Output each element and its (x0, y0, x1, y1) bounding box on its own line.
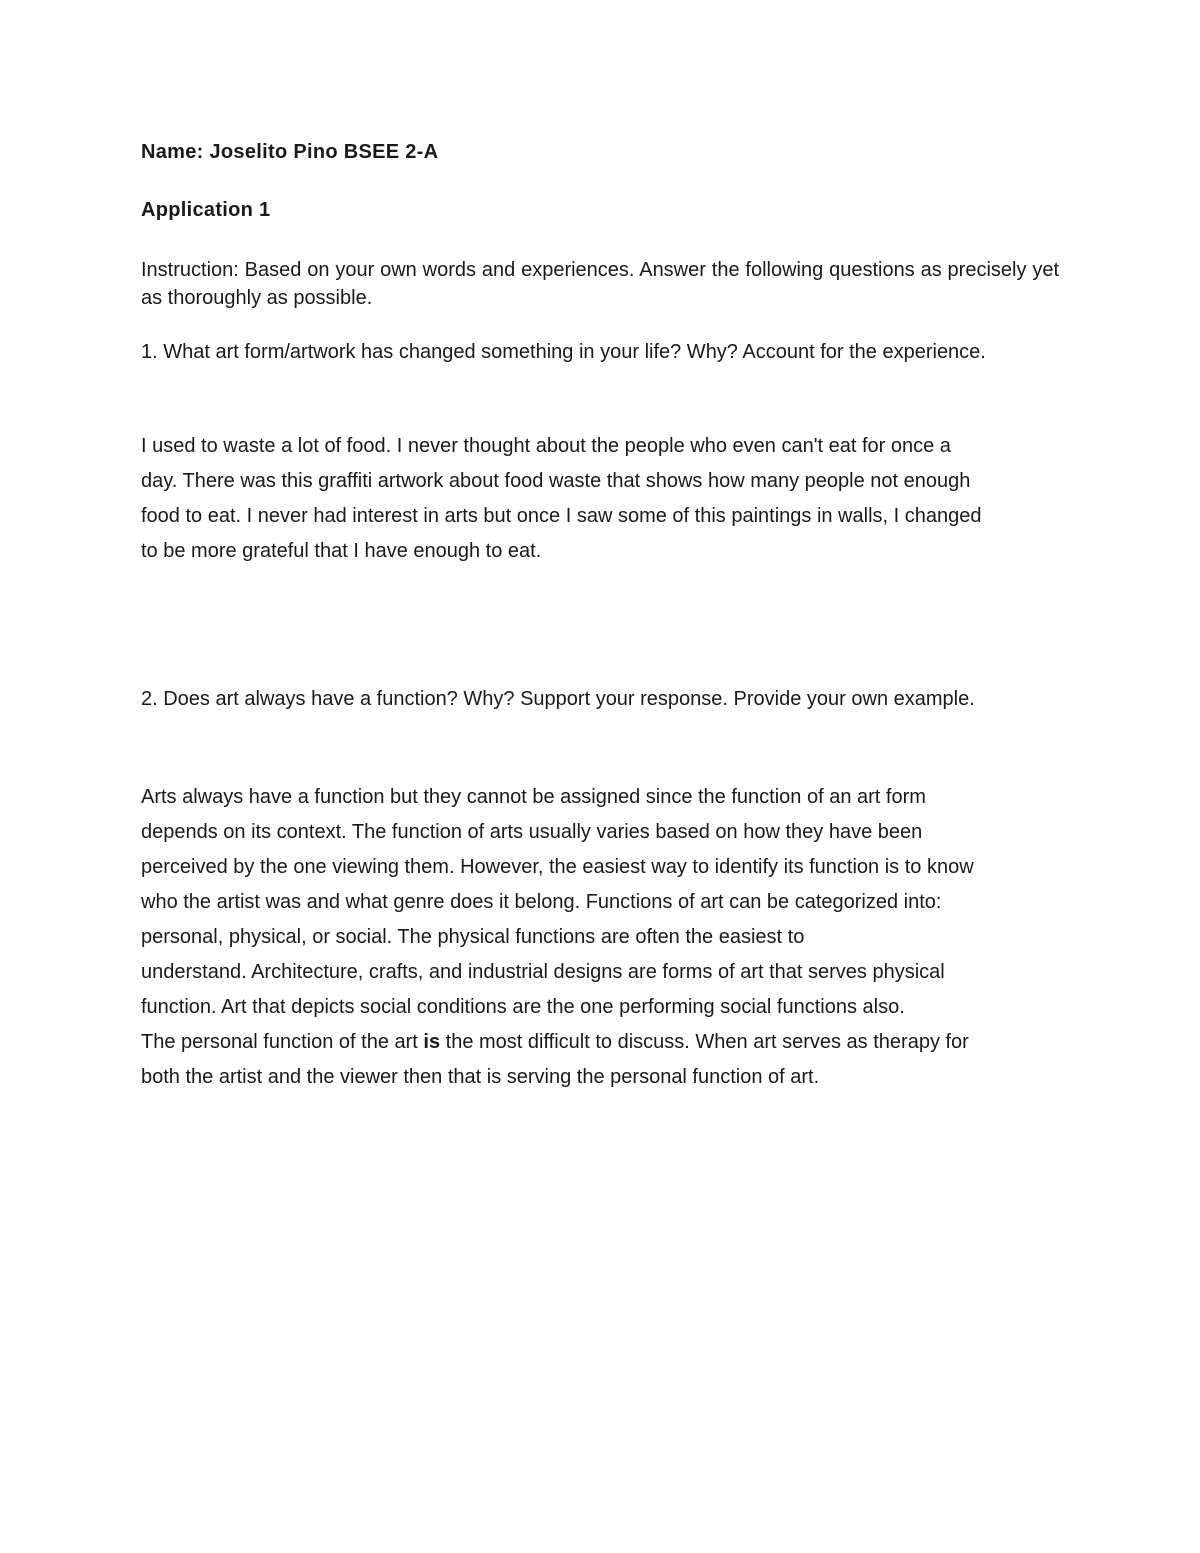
answer-2 (141, 780, 1071, 1095)
answer-2-line: Arts always have a function but they cannot be assigned since the function of an art form (141, 786, 926, 808)
answer-2-line: both the artist and the viewer then that is serving the personal function of art. (141, 1066, 820, 1088)
answer-2-line: understand. Architecture, crafts, and industrial designs are forms of art that serves physical (141, 961, 945, 983)
answer-1 (141, 429, 1071, 569)
answer-2-line: depends on its context. The function of arts usually varies based on how they have been (141, 821, 923, 843)
question-2: 2. Does art always have a function? Why? Support your response. Provide your own example. (141, 688, 975, 710)
answer-1-line: day. There was this graffiti artwork about food waste that shows how many people not enough (141, 470, 971, 492)
answer-2-line: function. Art that depicts social conditions are the one performing social functions also. (141, 996, 905, 1018)
answer-2-line-part: the most difficult to discuss. When art serves as therapy for (440, 1031, 969, 1053)
student-name-line: Name: Joselito Pino BSEE 2-A (141, 141, 439, 163)
answer-2-line-part: The personal function of the art (141, 1031, 424, 1053)
answer-2-line: who the artist was and what genre does it belong. Functions of art can be categorized into: (141, 891, 942, 913)
question-1: 1. What art form/artwork has changed something in your life? Why? Account for the experience. (141, 341, 986, 363)
answer-2-line: perceived by the one viewing them. However, the easiest way to identify its function is to know (141, 856, 974, 878)
answer-1-line: food to eat. I never had interest in arts but once I saw some of this paintings in walls, I changed (141, 505, 982, 527)
instruction-paragraph: Instruction: Based on your own words and experiences. Answer the following questions as precisely yet as thoroughly as possible. (141, 259, 1059, 309)
bold-word: is (423, 1031, 441, 1053)
answer-1-line: to be more grateful that I have enough to eat. (141, 540, 542, 562)
application-title: Application 1 (141, 199, 271, 221)
answer-1-line: I used to waste a lot of food. I never thought about the people who even can't eat for once a (141, 435, 951, 457)
answer-2-line-with-bold (141, 1025, 1071, 1060)
answer-2-line: personal, physical, or social. The physical functions are often the easiest to (141, 926, 805, 948)
